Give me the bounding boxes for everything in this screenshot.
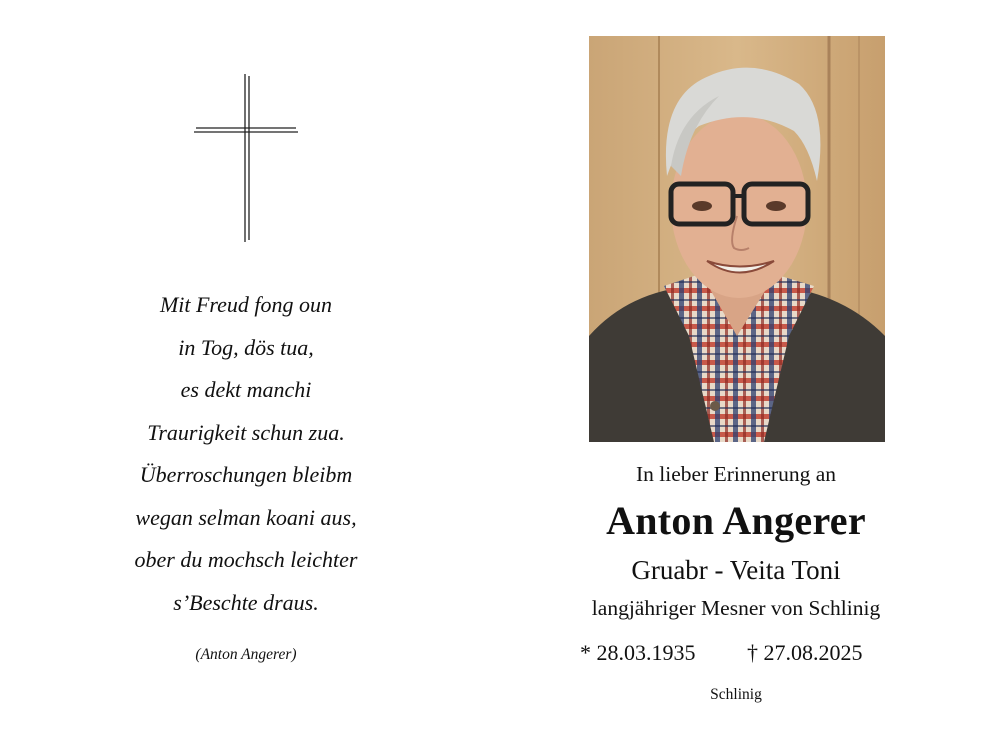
poem xyxy=(96,284,396,624)
poem-line: Überroschungen bleibm xyxy=(139,462,353,487)
death-date: † 27.08.2025 xyxy=(747,640,863,665)
intro-text: In lieber Erinnerung an xyxy=(636,462,836,486)
poem-line: in Tog, dös tua, xyxy=(178,334,314,360)
role-text: langjähriger Mesner von Schlinig xyxy=(591,596,881,620)
poem-line: ober du mochsch leichter xyxy=(134,547,358,572)
cross-icon xyxy=(192,72,300,244)
nickname: Gruabr - Veita Toni xyxy=(631,555,841,585)
poem-author: (Anton Angerer) xyxy=(195,646,297,663)
portrait-photo xyxy=(589,36,885,442)
poem-line: Mit Freud fong oun xyxy=(159,292,333,317)
poem-line: es dekt manchi xyxy=(180,377,312,402)
poem-line: s’Beschte draus. xyxy=(173,589,319,615)
place-name: Schlinig xyxy=(710,686,762,703)
birth-date: * 28.03.1935 xyxy=(580,640,696,665)
life-dates xyxy=(540,640,932,670)
poem-line: wegan selman koani aus, xyxy=(135,504,357,530)
deceased-name: Anton Angerer xyxy=(606,498,866,543)
poem-line: Traurigkeit schun zua. xyxy=(147,419,345,445)
